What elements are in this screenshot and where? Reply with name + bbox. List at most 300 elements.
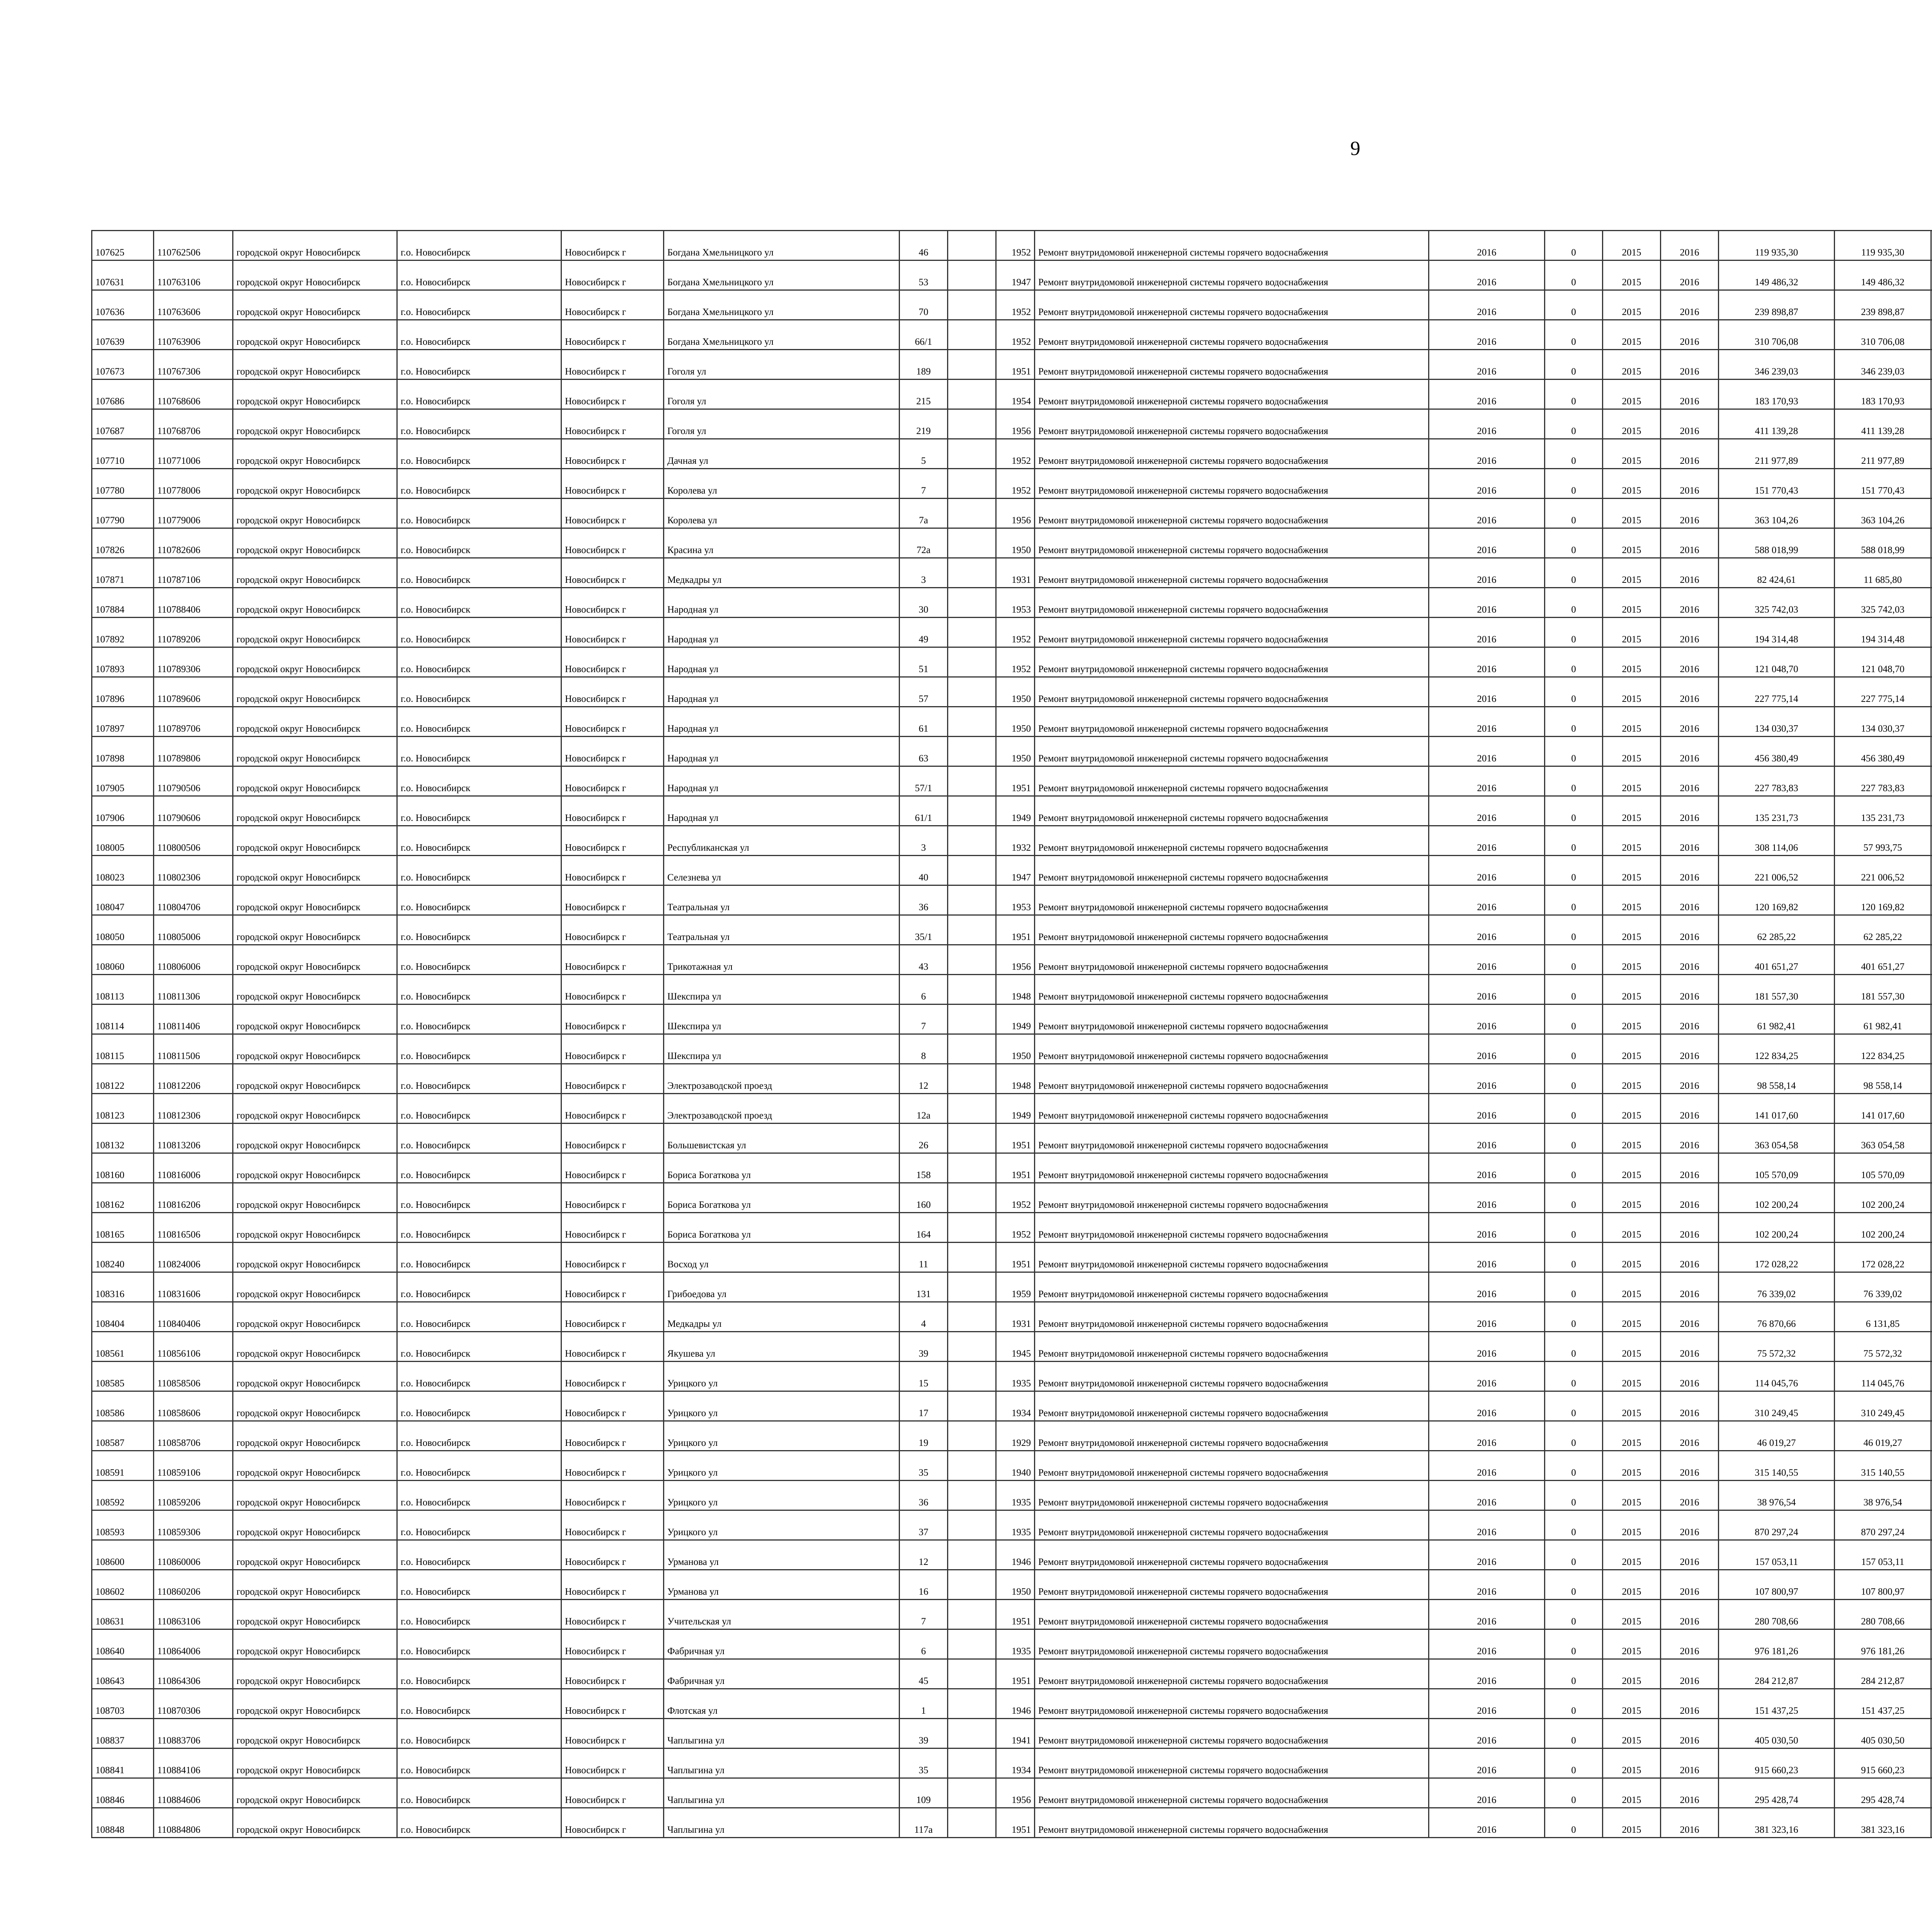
table-cell-district: городской округ Новосибирск [233,885,397,915]
table-cell-year: 1956 [996,945,1035,975]
table-cell-letter [948,290,996,320]
table-cell-end: 2016 [1661,1600,1719,1629]
table-cell-id: 108122 [92,1064,154,1094]
table-cell-district: городской округ Новосибирск [233,1391,397,1421]
table-cell-plan-year: 2016 [1429,826,1545,856]
table-cell-zero: 0 [1545,290,1603,320]
table-cell-plan-year: 2016 [1429,1689,1545,1719]
table-cell-district: городской округ Новосибирск [233,1481,397,1510]
table-cell-id: 108587 [92,1421,154,1451]
table-cell-street: Урицкого ул [664,1451,900,1481]
table-cell-city: Новосибирск г [561,1808,664,1838]
table-cell-district: городской округ Новосибирск [233,1302,397,1332]
table-cell-street: Электрозаводской проезд [664,1064,900,1094]
table-cell-year: 1948 [996,975,1035,1004]
table-cell-id: 107631 [92,260,154,290]
table-cell-city: Новосибирск г [561,1540,664,1570]
table-cell-street: Чаплыгина ул [664,1808,900,1838]
table-cell-code: 110884806 [154,1808,233,1838]
table-cell-col-a: 119 935,30 [1835,231,1931,260]
table-cell-start: 2015 [1603,1481,1661,1510]
table-cell-city: Новосибирск г [561,647,664,677]
table-cell-end: 2016 [1661,915,1719,945]
table-cell-code: 110860206 [154,1570,233,1600]
table-cell-municipality: г.о. Новосибирск [397,707,561,737]
table-cell-end: 2016 [1661,1004,1719,1034]
table-cell-year: 1952 [996,647,1035,677]
table-cell-street: Фабричная ул [664,1659,900,1689]
table-cell-code: 110831606 [154,1272,233,1302]
table-cell-start: 2015 [1603,737,1661,766]
table-cell-year: 1949 [996,796,1035,826]
table-cell-letter [948,1570,996,1600]
table-cell-year: 1935 [996,1510,1035,1540]
table-cell-id: 107780 [92,469,154,499]
table-cell-work: Ремонт внутридомовой инженерной системы горячего водоснабжения [1035,1064,1429,1094]
table-cell-col-a: 346 239,03 [1835,350,1931,380]
table-cell-year: 1952 [996,439,1035,469]
table-cell-plan-year: 2016 [1429,350,1545,380]
table-cell-id: 107687 [92,409,154,439]
table-cell-letter [948,618,996,647]
table-cell-start: 2015 [1603,1510,1661,1540]
table-cell-street: Народная ул [664,796,900,826]
table-cell-work: Ремонт внутридомовой инженерной системы горячего водоснабжения [1035,1004,1429,1034]
table-cell-year: 1950 [996,528,1035,558]
table-cell-plan-year: 2016 [1429,618,1545,647]
table-row [92,588,1932,618]
table-cell-code: 110782606 [154,528,233,558]
table-cell-letter [948,796,996,826]
table-row [92,1391,1932,1421]
table-cell-municipality: г.о. Новосибирск [397,320,561,350]
table-row [92,1689,1932,1719]
table-cell-plan-year: 2016 [1429,1004,1545,1034]
table-cell-house: 45 [900,1659,948,1689]
table-cell-id: 108586 [92,1391,154,1421]
table-cell-municipality: г.о. Новосибирск [397,380,561,409]
table-cell-start: 2015 [1603,1094,1661,1124]
table-cell-start: 2015 [1603,469,1661,499]
table-cell-end: 2016 [1661,1213,1719,1243]
table-cell-end: 2016 [1661,439,1719,469]
table-cell-house: 189 [900,350,948,380]
table-cell-city: Новосибирск г [561,1153,664,1183]
table-cell-id: 108841 [92,1748,154,1778]
table-cell-id: 108848 [92,1808,154,1838]
table-cell-district: городской округ Новосибирск [233,1153,397,1183]
table-cell-end: 2016 [1661,1391,1719,1421]
table-cell-total: 151 437,25 [1719,1689,1835,1719]
table-cell-city: Новосибирск г [561,796,664,826]
table-cell-district: городской округ Новосибирск [233,260,397,290]
table-row [92,826,1932,856]
table-cell-code: 110788406 [154,588,233,618]
table-cell-house: 26 [900,1124,948,1153]
table-cell-municipality: г.о. Новосибирск [397,618,561,647]
table-cell-zero: 0 [1545,439,1603,469]
table-cell-city: Новосибирск г [561,1094,664,1124]
table-cell-code: 110789306 [154,647,233,677]
table-cell-street: Грибоедова ул [664,1272,900,1302]
table-cell-end: 2016 [1661,856,1719,885]
table-cell-id: 108114 [92,1004,154,1034]
table-cell-work: Ремонт внутридомовой инженерной системы горячего водоснабжения [1035,856,1429,885]
table-cell-work: Ремонт внутридомовой инженерной системы горячего водоснабжения [1035,647,1429,677]
table-cell-code: 110802306 [154,856,233,885]
table-cell-id: 107905 [92,766,154,796]
table-cell-district: городской округ Новосибирск [233,290,397,320]
table-cell-district: городской округ Новосибирск [233,975,397,1004]
table-cell-year: 1947 [996,856,1035,885]
table-cell-col-a: 105 570,09 [1835,1153,1931,1183]
table-cell-code: 110884106 [154,1748,233,1778]
table-cell-street: Богдана Хмельницкого ул [664,260,900,290]
table-cell-total: 310 706,08 [1719,320,1835,350]
table-cell-work: Ремонт внутридомовой инженерной системы горячего водоснабжения [1035,1362,1429,1391]
table-cell-col-a: 11 685,80 [1835,558,1931,588]
table-cell-col-a: 325 742,03 [1835,588,1931,618]
table-cell-city: Новосибирск г [561,707,664,737]
table-cell-street: Флотская ул [664,1689,900,1719]
table-cell-end: 2016 [1661,1481,1719,1510]
table-cell-work: Ремонт внутридомовой инженерной системы горячего водоснабжения [1035,1153,1429,1183]
table-cell-id: 107892 [92,618,154,647]
table-cell-id: 108240 [92,1243,154,1272]
table-cell-col-a: 157 053,11 [1835,1540,1931,1570]
table-cell-code: 110858506 [154,1362,233,1391]
table-cell-year: 1949 [996,1004,1035,1034]
table-cell-house: 61/1 [900,796,948,826]
table-cell-col-a: 149 486,32 [1835,260,1931,290]
table-cell-total: 211 977,89 [1719,439,1835,469]
table-cell-municipality: г.о. Новосибирск [397,1778,561,1808]
table-cell-city: Новосибирск г [561,528,664,558]
table-cell-end: 2016 [1661,1302,1719,1332]
table-cell-district: городской округ Новосибирск [233,826,397,856]
table-row [92,260,1932,290]
table-cell-city: Новосибирск г [561,618,664,647]
table-cell-code: 110858706 [154,1421,233,1451]
table-cell-house: 35/1 [900,915,948,945]
table-row [92,647,1932,677]
table-cell-zero: 0 [1545,499,1603,528]
table-cell-district: городской округ Новосибирск [233,380,397,409]
table-cell-letter [948,1153,996,1183]
table-cell-zero: 0 [1545,1778,1603,1808]
table-cell-plan-year: 2016 [1429,1451,1545,1481]
table-cell-district: городской округ Новосибирск [233,707,397,737]
table-cell-street: Народная ул [664,647,900,677]
table-cell-total: 183 170,93 [1719,380,1835,409]
table-cell-total: 588 018,99 [1719,528,1835,558]
table-cell-municipality: г.о. Новосибирск [397,1510,561,1540]
table-cell-total: 227 775,14 [1719,677,1835,707]
table-cell-letter [948,945,996,975]
table-cell-district: городской округ Новосибирск [233,231,397,260]
table-cell-start: 2015 [1603,707,1661,737]
table-cell-work: Ремонт внутридомовой инженерной системы горячего водоснабжения [1035,290,1429,320]
table-cell-code: 110813206 [154,1124,233,1153]
table-cell-letter [948,707,996,737]
table-cell-end: 2016 [1661,1124,1719,1153]
table-cell-house: 6 [900,975,948,1004]
table-cell-work: Ремонт внутридомовой инженерной системы горячего водоснабжения [1035,826,1429,856]
table-cell-district: городской округ Новосибирск [233,1064,397,1094]
table-cell-col-a: 120 169,82 [1835,885,1931,915]
table-cell-city: Новосибирск г [561,826,664,856]
table-cell-total: 157 053,11 [1719,1540,1835,1570]
table-cell-zero: 0 [1545,1094,1603,1124]
table-cell-col-a: 172 028,22 [1835,1243,1931,1272]
table-cell-id: 107826 [92,528,154,558]
table-cell-start: 2015 [1603,1659,1661,1689]
table-cell-year: 1952 [996,290,1035,320]
table-cell-street: Народная ул [664,618,900,647]
table-cell-col-a: 310 706,08 [1835,320,1931,350]
table-cell-city: Новосибирск г [561,1124,664,1153]
table-cell-id: 108123 [92,1094,154,1124]
table-cell-year: 1952 [996,231,1035,260]
table-cell-municipality: г.о. Новосибирск [397,1213,561,1243]
table-cell-total: 122 834,25 [1719,1034,1835,1064]
table-cell-house: 12 [900,1540,948,1570]
table-cell-work: Ремонт внутридомовой инженерной системы горячего водоснабжения [1035,677,1429,707]
table-cell-code: 110859306 [154,1510,233,1540]
table-cell-zero: 0 [1545,528,1603,558]
table-cell-zero: 0 [1545,945,1603,975]
table-cell-letter [948,528,996,558]
table-cell-house: 1 [900,1689,948,1719]
table-cell-letter [948,499,996,528]
table-cell-district: городской округ Новосибирск [233,1808,397,1838]
table-cell-municipality: г.о. Новосибирск [397,588,561,618]
table-cell-id: 108316 [92,1272,154,1302]
table-cell-street: Театральная ул [664,915,900,945]
table-cell-end: 2016 [1661,260,1719,290]
table-cell-street: Королева ул [664,499,900,528]
table-cell-letter [948,915,996,945]
table-row [92,1332,1932,1362]
table-cell-id: 107893 [92,647,154,677]
table-cell-house: 72а [900,528,948,558]
table-cell-district: городской округ Новосибирск [233,1213,397,1243]
table-cell-municipality: г.о. Новосибирск [397,260,561,290]
table-cell-municipality: г.о. Новосибирск [397,885,561,915]
table-cell-work: Ремонт внутридомовой инженерной системы горячего водоснабжения [1035,528,1429,558]
table-cell-district: городской округ Новосибирск [233,1451,397,1481]
table-row [92,1659,1932,1689]
table-cell-start: 2015 [1603,826,1661,856]
table-cell-code: 110816006 [154,1153,233,1183]
table-cell-id: 107790 [92,499,154,528]
table-cell-code: 110864006 [154,1629,233,1659]
table-cell-col-a: 57 993,75 [1835,826,1931,856]
table-cell-letter [948,1302,996,1332]
table-cell-work: Ремонт внутридомовой инженерной системы горячего водоснабжения [1035,1124,1429,1153]
table-row [92,1421,1932,1451]
table-cell-year: 1948 [996,1064,1035,1094]
table-cell-municipality: г.о. Новосибирск [397,1094,561,1124]
table-cell-plan-year: 2016 [1429,1719,1545,1748]
table-cell-district: городской округ Новосибирск [233,1600,397,1629]
table-cell-district: городской округ Новосибирск [233,1094,397,1124]
table-cell-letter [948,856,996,885]
table-cell-start: 2015 [1603,499,1661,528]
table-cell-district: городской округ Новосибирск [233,1183,397,1213]
table-cell-year: 1935 [996,1481,1035,1510]
table-cell-street: Народная ул [664,588,900,618]
table-cell-total: 308 114,06 [1719,826,1835,856]
table-cell-work: Ремонт внутридомовой инженерной системы горячего водоснабжения [1035,1421,1429,1451]
table-cell-work: Ремонт внутридомовой инженерной системы горячего водоснабжения [1035,1451,1429,1481]
table-cell-house: 57 [900,677,948,707]
table-cell-letter [948,1391,996,1421]
table-cell-plan-year: 2016 [1429,528,1545,558]
table-cell-municipality: г.о. Новосибирск [397,1183,561,1213]
table-cell-id: 108165 [92,1213,154,1243]
table-cell-code: 110858606 [154,1391,233,1421]
table-cell-zero: 0 [1545,915,1603,945]
table-cell-work: Ремонт внутридомовой инженерной системы горячего водоснабжения [1035,975,1429,1004]
table-cell-end: 2016 [1661,350,1719,380]
table-row [92,1451,1932,1481]
table-cell-district: городской округ Новосибирск [233,1659,397,1689]
table-cell-work: Ремонт внутридомовой инженерной системы горячего водоснабжения [1035,1094,1429,1124]
table-cell-total: 325 742,03 [1719,588,1835,618]
table-row [92,320,1932,350]
table-cell-zero: 0 [1545,707,1603,737]
table-cell-code: 110883706 [154,1719,233,1748]
table-cell-municipality: г.о. Новосибирск [397,1600,561,1629]
table-cell-end: 2016 [1661,1034,1719,1064]
table-cell-street: Трикотажная ул [664,945,900,975]
table-cell-zero: 0 [1545,1213,1603,1243]
table-cell-street: Медкадры ул [664,1302,900,1332]
table-cell-plan-year: 2016 [1429,1362,1545,1391]
table-cell-municipality: г.о. Новосибирск [397,796,561,826]
table-cell-start: 2015 [1603,1153,1661,1183]
table-cell-start: 2015 [1603,260,1661,290]
table-cell-end: 2016 [1661,1064,1719,1094]
table-cell-start: 2015 [1603,290,1661,320]
table-row [92,1808,1932,1838]
table-cell-zero: 0 [1545,796,1603,826]
table-row [92,1124,1932,1153]
table-row [92,1362,1932,1391]
table-cell-city: Новосибирск г [561,1332,664,1362]
table-cell-end: 2016 [1661,1094,1719,1124]
table-cell-city: Новосибирск г [561,737,664,766]
table-cell-id: 107625 [92,231,154,260]
table-cell-letter [948,1808,996,1838]
table-cell-street: Урицкого ул [664,1481,900,1510]
table-cell-end: 2016 [1661,1808,1719,1838]
table-cell-start: 2015 [1603,558,1661,588]
table-cell-plan-year: 2016 [1429,856,1545,885]
table-row [92,766,1932,796]
table-cell-plan-year: 2016 [1429,320,1545,350]
table-cell-end: 2016 [1661,1153,1719,1183]
table-cell-year: 1956 [996,499,1035,528]
table-cell-plan-year: 2016 [1429,796,1545,826]
table-cell-house: 7а [900,499,948,528]
table-cell-zero: 0 [1545,558,1603,588]
table-cell-total: 38 976,54 [1719,1481,1835,1510]
table-cell-municipality: г.о. Новосибирск [397,1808,561,1838]
table-cell-end: 2016 [1661,975,1719,1004]
table-cell-house: 219 [900,409,948,439]
table-cell-col-a: 75 572,32 [1835,1332,1931,1362]
table-cell-city: Новосибирск г [561,1570,664,1600]
table-cell-plan-year: 2016 [1429,1748,1545,1778]
table-cell-letter [948,1332,996,1362]
table-cell-code: 110805006 [154,915,233,945]
table-cell-zero: 0 [1545,975,1603,1004]
table-cell-end: 2016 [1661,469,1719,499]
table-cell-city: Новосибирск г [561,885,664,915]
table-cell-plan-year: 2016 [1429,1510,1545,1540]
table-cell-district: городской округ Новосибирск [233,1778,397,1808]
table-cell-zero: 0 [1545,409,1603,439]
table-cell-district: городской округ Новосибирск [233,439,397,469]
table-cell-district: городской округ Новосибирск [233,1510,397,1540]
table-cell-house: 61 [900,707,948,737]
table-cell-letter [948,231,996,260]
table-cell-end: 2016 [1661,945,1719,975]
table-cell-work: Ремонт внутридомовой инженерной системы горячего водоснабжения [1035,1272,1429,1302]
table-cell-street: Гоголя ул [664,350,900,380]
table-cell-house: 19 [900,1421,948,1451]
table-cell-year: 1935 [996,1629,1035,1659]
table-cell-end: 2016 [1661,1748,1719,1778]
table-cell-start: 2015 [1603,1540,1661,1570]
table-cell-code: 110789606 [154,677,233,707]
table-cell-total: 976 181,26 [1719,1629,1835,1659]
table-cell-municipality: г.о. Новосибирск [397,528,561,558]
table-cell-work: Ремонт внутридомовой инженерной системы горячего водоснабжения [1035,320,1429,350]
table-cell-work: Ремонт внутридомовой инженерной системы горячего водоснабжения [1035,1570,1429,1600]
table-cell-start: 2015 [1603,350,1661,380]
table-cell-district: городской округ Новосибирск [233,1540,397,1570]
table-cell-municipality: г.о. Новосибирск [397,1391,561,1421]
table-cell-zero: 0 [1545,1064,1603,1094]
table-cell-work: Ремонт внутридомовой инженерной системы горячего водоснабжения [1035,1659,1429,1689]
table-cell-total: 114 045,76 [1719,1362,1835,1391]
table-cell-id: 107906 [92,796,154,826]
table-cell-id: 108023 [92,856,154,885]
table-cell-letter [948,975,996,1004]
table-cell-city: Новосибирск г [561,320,664,350]
table-row [92,558,1932,588]
table-cell-year: 1946 [996,1540,1035,1570]
table-cell-end: 2016 [1661,1421,1719,1451]
table-cell-end: 2016 [1661,885,1719,915]
table-cell-zero: 0 [1545,1719,1603,1748]
table-cell-start: 2015 [1603,796,1661,826]
table-cell-plan-year: 2016 [1429,231,1545,260]
table-cell-street: Бориса Богаткова ул [664,1213,900,1243]
table-cell-letter [948,588,996,618]
table-cell-municipality: г.о. Новосибирск [397,469,561,499]
table-cell-id: 107636 [92,290,154,320]
table-cell-street: Чаплыгина ул [664,1748,900,1778]
table-cell-house: 12 [900,1064,948,1094]
table-cell-city: Новосибирск г [561,260,664,290]
table-cell-year: 1941 [996,1719,1035,1748]
table-cell-year: 1951 [996,1243,1035,1272]
table-cell-zero: 0 [1545,1391,1603,1421]
